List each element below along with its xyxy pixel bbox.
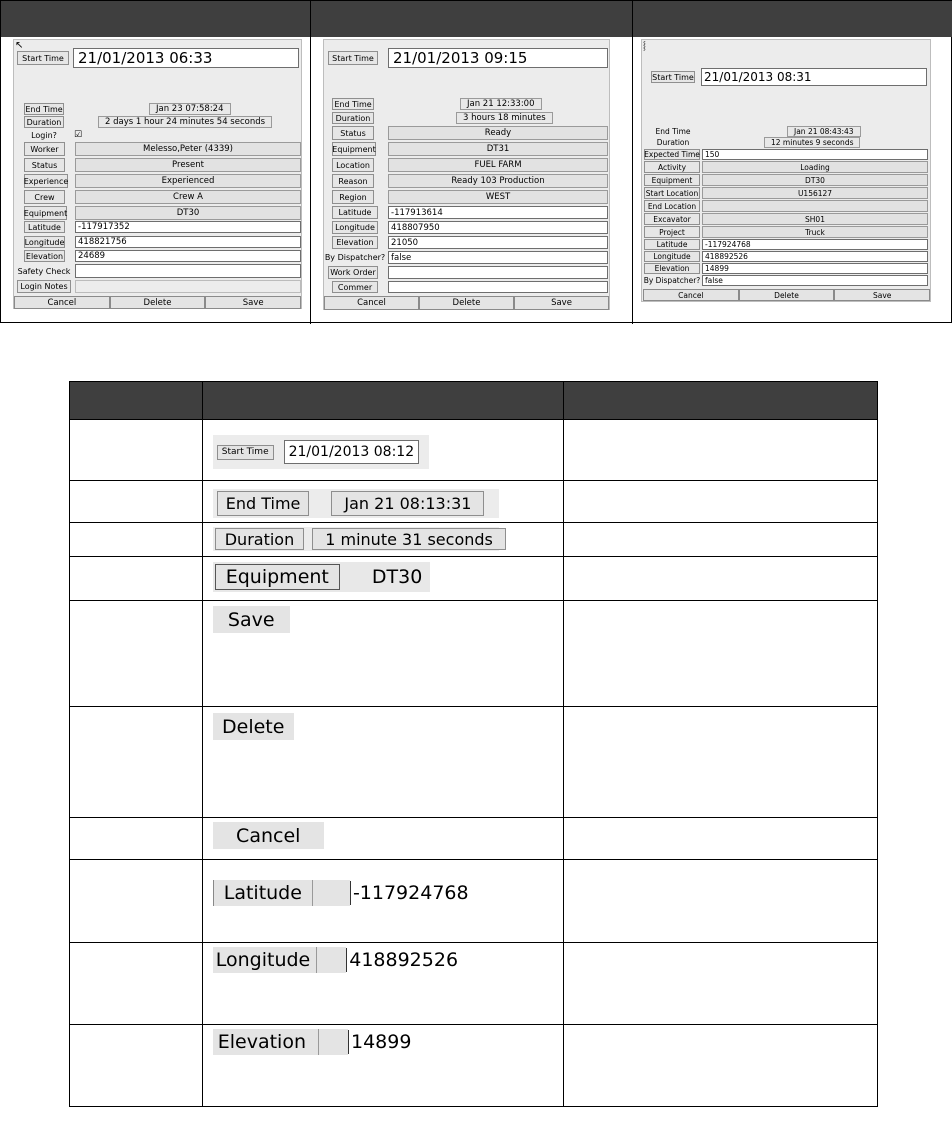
duration-value: 3 hours 18 minutes (456, 112, 553, 124)
table-cell (202, 481, 563, 523)
latitude-label: Latitude (332, 206, 378, 219)
panel2-button-bar (324, 296, 609, 310)
status-value[interactable]: Ready (388, 126, 608, 140)
table-cell (202, 860, 563, 943)
cancel-button[interactable]: Cancel (643, 289, 739, 301)
by-dispatcher-label: By Dispatcher? (643, 276, 701, 285)
table-row (70, 420, 878, 481)
delete-button[interactable]: Delete (213, 713, 294, 740)
table-cell (70, 1025, 203, 1107)
latitude-input[interactable]: -117917352 (75, 221, 301, 233)
by-dispatcher-input[interactable]: false (702, 275, 928, 286)
region-value[interactable]: WEST (388, 190, 608, 204)
table-cell (563, 818, 877, 860)
latitude-label: Latitude (644, 239, 700, 250)
crew-label: Crew (24, 190, 65, 204)
start-time-input[interactable]: 21/01/2013 09:15 (388, 48, 608, 68)
login-label: Login? (31, 130, 57, 140)
cancel-button[interactable]: Cancel (14, 296, 110, 309)
crew-value[interactable]: Crew A (75, 190, 301, 204)
excavator-value[interactable]: SH01 (702, 213, 928, 225)
login-panel (13, 39, 302, 309)
start-time-label: Start Time (652, 72, 694, 82)
by-dispatcher-input[interactable]: false (388, 251, 608, 264)
table-cell (202, 420, 563, 481)
column-divider (310, 1, 311, 324)
table-cell (70, 420, 203, 481)
cursor-icon: ⸾ (643, 41, 646, 50)
expected-time-input[interactable]: 150 (702, 149, 928, 160)
header-cell (563, 382, 877, 420)
save-button[interactable]: Save (834, 289, 930, 301)
duration-value: 2 days 1 hour 24 minutes 54 seconds (98, 116, 272, 128)
table-row (70, 943, 878, 1025)
latitude-input[interactable]: -117924768 (702, 239, 928, 250)
table-row (70, 860, 878, 943)
elevation-crop (213, 1029, 563, 1055)
longitude-label: Longitude (644, 251, 700, 262)
end-time-label: End Time (217, 491, 310, 516)
table-row (70, 557, 878, 601)
longitude-label: Longitude (213, 947, 317, 973)
elevation-label: Elevation (25, 251, 64, 261)
table-cell (202, 943, 563, 1025)
region-label: Region (332, 190, 374, 204)
reason-label: Reason (332, 174, 374, 188)
duration-label: Duration (215, 528, 305, 550)
table-row (70, 523, 878, 557)
equipment-value: DT30 (371, 566, 423, 588)
table-cell (70, 523, 203, 557)
table-cell (563, 481, 877, 523)
table-cell (563, 601, 877, 707)
latitude-input[interactable]: -117913614 (388, 206, 608, 219)
cancel-button[interactable]: Cancel (324, 296, 419, 310)
save-crop (213, 606, 563, 633)
table-row (70, 1025, 878, 1107)
project-label: Project (644, 226, 700, 238)
elevation-input[interactable]: 21050 (388, 236, 608, 249)
table-row (70, 707, 878, 818)
start-location-label: Start Location (645, 188, 699, 198)
end-time-value: Jan 21 08:43:43 (787, 126, 861, 137)
table-cell (70, 860, 203, 943)
work-order-input[interactable] (388, 266, 608, 279)
duration-label: Duration (24, 116, 64, 128)
elevation-label: Elevation (213, 1029, 318, 1055)
delete-crop (213, 713, 563, 740)
end-time-crop (213, 489, 499, 518)
screenshot-comparison-table (0, 0, 952, 323)
elevation-input[interactable]: 14899 (348, 1030, 411, 1054)
start-time-crop (213, 435, 429, 469)
elevation-label: Elevation (332, 236, 378, 249)
table-cell (563, 943, 877, 1025)
end-time-value: Jan 23 07:58:24 (149, 103, 231, 115)
field-mapping-table (69, 381, 878, 1107)
location-label: Location (332, 158, 374, 172)
end-location-label: End Location (644, 200, 700, 212)
status-value[interactable]: Present (75, 158, 301, 172)
equipment-label: Equipment (644, 174, 700, 186)
elevation-input[interactable]: 14899 (702, 263, 928, 274)
longitude-input[interactable]: 418821756 (75, 236, 301, 248)
save-button[interactable]: Save (205, 296, 301, 309)
login-checkbox[interactable]: ☑ (74, 130, 83, 140)
table-cell (202, 818, 563, 860)
cancel-crop (213, 822, 563, 849)
mapping-header-row (70, 382, 878, 420)
start-time-label: Start Time (328, 51, 378, 65)
delete-button[interactable]: Delete (739, 289, 835, 301)
longitude-input[interactable]: 418892526 (702, 251, 928, 262)
table-cell (70, 601, 203, 707)
activity-label: Activity (644, 161, 700, 173)
start-time-label: Start Time (17, 51, 69, 65)
equipment-label: Equipment (332, 142, 376, 156)
equipment-value[interactable]: DT31 (388, 142, 608, 156)
project-value[interactable]: Truck (702, 226, 928, 238)
end-time-label: End Time (332, 98, 374, 110)
status-label: Status (332, 126, 374, 140)
cancel-button[interactable]: Cancel (213, 822, 324, 849)
column-divider (632, 1, 633, 324)
equipment-label: Equipment (24, 206, 67, 220)
status-label: Status (24, 158, 65, 172)
longitude-label: Longitude (24, 237, 65, 247)
save-button[interactable]: Save (213, 606, 290, 633)
table-cell (70, 943, 203, 1025)
delete-button[interactable]: Delete (110, 296, 206, 309)
duration-crop (213, 527, 499, 551)
duration-value: 12 minutes 9 seconds (764, 137, 860, 148)
cursor-icon: ↖ (15, 40, 24, 51)
start-time-input[interactable]: 21/01/2013 06:33 (73, 48, 299, 68)
longitude-label: Longitude (332, 221, 378, 234)
experience-value[interactable]: Experienced (75, 174, 301, 188)
status-panel (323, 39, 610, 310)
comparison-header-row (1, 1, 952, 37)
start-location-value[interactable]: U156127 (702, 187, 928, 199)
elevation-label: Elevation (644, 263, 700, 274)
panel3-button-bar (643, 289, 930, 301)
longitude-spacer (316, 947, 346, 973)
elevation-input[interactable]: 24689 (75, 250, 301, 262)
header-cell (70, 382, 203, 420)
latitude-spacer (312, 880, 350, 906)
table-cell (563, 420, 877, 481)
end-time-value: Jan 21 12:33:00 (460, 98, 542, 110)
table-cell (202, 523, 563, 557)
start-time-input[interactable]: 21/01/2013 08:12 (284, 440, 420, 464)
activity-value[interactable]: Loading (702, 161, 928, 173)
latitude-crop (213, 880, 563, 906)
table-row (70, 818, 878, 860)
table-cell (202, 557, 563, 601)
table-row (70, 481, 878, 523)
latitude-input[interactable]: -117924768 (350, 881, 469, 905)
table-cell (202, 601, 563, 707)
delete-button[interactable]: Delete (419, 296, 514, 310)
end-time-value: Jan 21 08:13:31 (331, 491, 484, 516)
panel1-button-bar (14, 296, 301, 309)
table-row (70, 601, 878, 707)
safety-check-label: Safety Check (17, 266, 71, 276)
elevation-spacer (318, 1029, 348, 1055)
experience-label: Experience (24, 174, 68, 188)
end-time-label: End Time (655, 127, 691, 136)
table-cell (563, 1025, 877, 1107)
table-cell (563, 523, 877, 557)
equipment-value[interactable]: DT30 (75, 206, 301, 220)
longitude-input[interactable]: 418892526 (346, 948, 458, 972)
table-cell (202, 707, 563, 818)
duration-value: 1 minute 31 seconds (312, 528, 506, 550)
table-cell (70, 707, 203, 818)
equipment-label: Equipment (215, 564, 340, 590)
work-order-label: Work Order (328, 266, 378, 279)
save-button[interactable]: Save (514, 296, 609, 310)
worker-label: Worker (24, 142, 65, 156)
equipment-crop (213, 562, 430, 592)
comment-label: Commer (332, 281, 378, 293)
end-time-label: End Time (25, 104, 63, 114)
comment-input[interactable] (388, 281, 608, 293)
login-notes-label: Login Notes (17, 280, 71, 293)
login-notes-input[interactable] (75, 280, 301, 293)
equipment-value[interactable]: DT30 (702, 174, 928, 186)
activity-panel (641, 39, 931, 302)
latitude-label: Latitude (213, 880, 312, 906)
header-cell (202, 382, 563, 420)
reason-value[interactable]: Ready 103 Production (388, 174, 608, 188)
table-cell (70, 481, 203, 523)
longitude-input[interactable]: 418807950 (388, 221, 608, 234)
start-time-input[interactable]: 21/01/2013 08:31 (701, 68, 927, 86)
end-location-value[interactable] (702, 200, 928, 212)
location-value[interactable]: FUEL FARM (388, 158, 608, 172)
safety-check-input[interactable] (75, 264, 301, 278)
worker-value[interactable]: Melesso,Peter (4339) (75, 142, 301, 156)
table-cell (70, 818, 203, 860)
table-cell (563, 557, 877, 601)
duration-label: Duration (332, 112, 374, 124)
table-cell (563, 860, 877, 943)
table-cell (70, 557, 203, 601)
table-cell (202, 1025, 563, 1107)
start-time-label: Start Time (217, 445, 274, 460)
latitude-label: Latitude (24, 221, 65, 233)
duration-label: Duration (656, 138, 690, 147)
longitude-crop (213, 947, 563, 973)
table-cell (563, 707, 877, 818)
expected-time-label: Expected Time (644, 150, 700, 159)
excavator-label: Excavator (644, 213, 700, 225)
by-dispatcher-label: By Dispatcher? (324, 253, 386, 262)
